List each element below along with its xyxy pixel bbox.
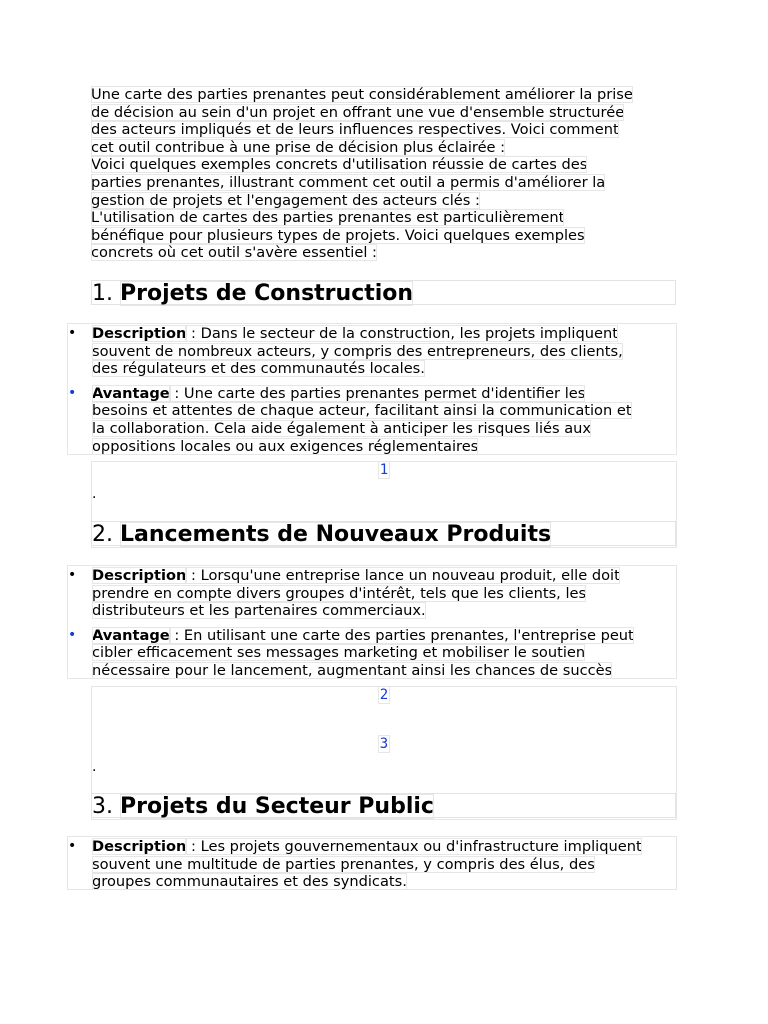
item-label: Description [92,838,187,855]
item-line: : Une carte des parties prenantes permet d'identifier les [169,384,586,402]
intro-line: Voici quelques exemples concrets d'utilisation réussie de cartes des [91,156,588,174]
item-text [92,385,632,455]
item-label: Description [92,567,187,584]
item-line: prendre en compte divers groupes d'intérêt, tels que les clients, les [92,584,587,602]
section-heading [91,280,676,305]
item-label: Avantage [92,626,170,644]
item-line: la collaboration. Cela aide également à anticiper les risques liés aux [92,419,592,437]
list-item [68,385,676,455]
intro-paragraph [91,86,681,262]
item-line: : En utilisant une carte des parties prenantes, l'entreprise peut [169,626,634,644]
bullet-list [67,323,677,455]
intro-line: de décision au sein d'un projet en offrant une vue d'ensemble structurée [91,103,625,121]
item-label: Avantage [92,384,170,402]
section-number: 3. [92,794,113,819]
intro-line: L'utilisation de cartes des parties prenantes est particulièrement [91,209,565,227]
bullet-icon: • [68,567,77,583]
item-line: groupes communautaires et des syndicats. [92,873,407,891]
intro-line: cet outil contribue à une prise de décision plus éclairée : [91,138,506,156]
intro-line: concrets où cet outil s'avère essentiel : [91,244,377,262]
list-item [68,567,676,620]
list-item [68,325,676,378]
item-line: souvent de nombreux acteurs, y compris des entrepreneurs, des clients, [92,342,623,360]
section-number: 2. [92,522,113,547]
trailing-period: . [92,486,97,502]
bullet-icon: • [68,626,77,643]
item-line: besoins et attentes de chaque acteur, facilitant ainsi la communication et [92,402,632,420]
item-label: Description [92,325,187,342]
item-line: distributeurs et les partenaires commerciaux. [92,602,426,620]
intro-line: gestion de projets et l'engagement des acteurs clés : [91,191,480,209]
section-heading [91,521,676,546]
item-text [92,325,623,377]
section-number: 1. [92,281,113,306]
item-line: cibler efficacement ses messages marketing et mobiliser le soutien [92,644,586,662]
section-title: Projets du Secteur Public [120,794,434,819]
intro-line: des acteurs impliqués et de leurs influences respectives. Voici comment [91,121,619,139]
bullet-list [67,836,677,890]
list-item [68,838,676,891]
item-line: oppositions locales ou aux exigences réglementaires [92,437,479,455]
item-line: : Lorsqu'une entreprise lance un nouveau produit, elle doit [186,567,620,584]
trailing-period: . [92,759,97,775]
item-text [92,838,642,890]
footnote-ref-link[interactable]: 2 [379,687,389,703]
footnote-ref-link[interactable]: 1 [379,462,389,478]
item-line: nécessaire pour le lancement, augmentant ainsi les chances de succès [92,661,613,679]
section-heading [91,793,676,818]
item-text [92,627,634,679]
bullet-list [67,565,677,679]
intro-line: bénéfique pour plusieurs types de projets. Voici quelques exemples [91,226,585,244]
bullet-icon: • [68,838,77,854]
item-line: souvent une multitude de parties prenantes, y compris des élus, des [92,855,595,873]
item-line: des régulateurs et des communautés locales. [92,360,425,378]
item-line: : Les projets gouvernementaux ou d'infrastructure impliquent [186,838,642,855]
bullet-icon: • [68,325,77,341]
section-title: Lancements de Nouveaux Produits [120,522,552,547]
intro-line: Une carte des parties prenantes peut considérablement améliorer la prise [91,86,633,103]
intro-line: parties prenantes, illustrant comment cet outil a permis d'améliorer la [91,173,606,191]
section-title: Projets de Construction [120,281,414,306]
footnote-ref-link[interactable]: 3 [379,736,389,752]
bullet-icon: • [68,384,77,401]
list-item [68,627,676,680]
item-line: : Dans le secteur de la construction, les projets impliquent [186,325,618,342]
item-text [92,567,620,619]
